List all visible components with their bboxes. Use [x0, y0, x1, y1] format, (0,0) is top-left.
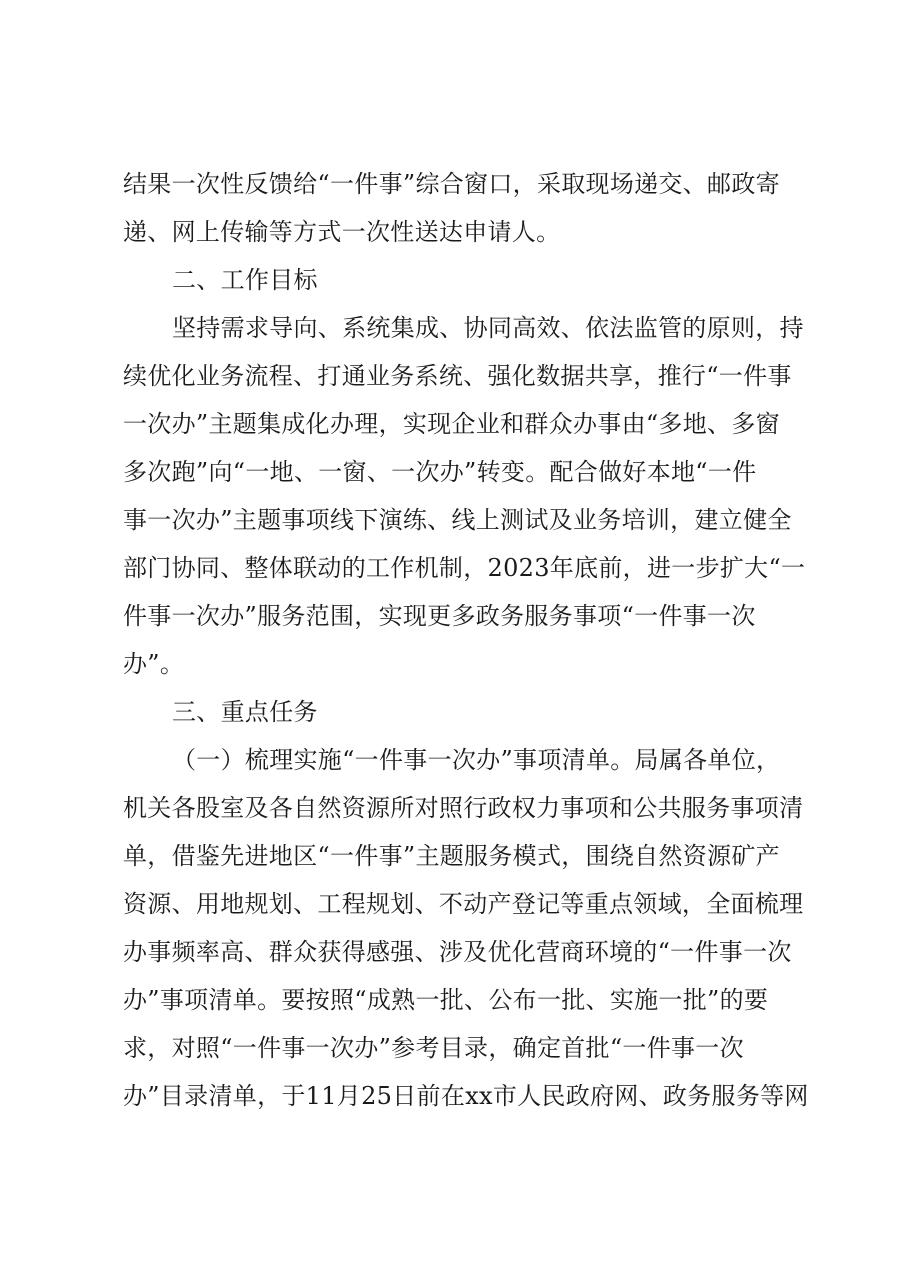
text-line: 办”事项清单。要按照“成熟一批、公布一批、实施一批”的要 — [123, 986, 769, 1014]
text-line: 事一次办”主题事项线下演练、线上测试及业务培训，建立健全 — [123, 506, 792, 534]
text-line: 结果一次性反馈给“一件事”综合窗口，采取现场递交、邮政寄 — [123, 170, 780, 198]
text-line: （一）梳理实施“一件事一次办”事项清单。局属各单位， — [172, 746, 781, 774]
section-heading: 二、工作目标 — [172, 266, 318, 294]
text-line: 坚持需求导向、系统集成、协同高效、依法监管的原则，持 — [172, 314, 804, 342]
text-line: 办事频率高、群众获得感强、涉及优化营商环境的“一件事一次 — [123, 938, 792, 966]
text-line: 单，借鉴先进地区“一件事”主题服务模式，围绕自然资源矿产 — [123, 842, 780, 870]
text-line: 续优化业务流程、打通业务系统、强化数据共享，推行“一件事 — [123, 362, 792, 390]
text-line: 件事一次办”服务范围，实现更多政务服务事项“一件事一次 — [123, 602, 756, 630]
text-line: 机关各股室及各自然资源所对照行政权力事项和公共服务事项清 — [123, 794, 804, 822]
text-line: 办”目录清单，于11月25日前在xx市人民政府网、政务服务等网 — [123, 1082, 809, 1110]
text-line: 多次跑”向“一地、一窗、一次办”转变。配合做好本地“一件 — [123, 458, 757, 486]
text-line: 部门协同、整体联动的工作机制，2023年底前，进一步扩大“一 — [123, 554, 806, 582]
text-line: 一次办”主题集成化办理，实现企业和群众办事由“多地、多窗 — [123, 410, 780, 438]
text-line: 办”。 — [123, 650, 185, 678]
section-heading: 三、重点任务 — [172, 698, 318, 726]
text-line: 求，对照“一件事一次办”参考目录，确定首批“一件事一次 — [123, 1034, 744, 1062]
text-line: 资源、用地规划、工程规划、不动产登记等重点领域，全面梳理 — [123, 890, 804, 918]
text-line: 递、网上传输等方式一次性送达申请人。 — [123, 218, 561, 246]
